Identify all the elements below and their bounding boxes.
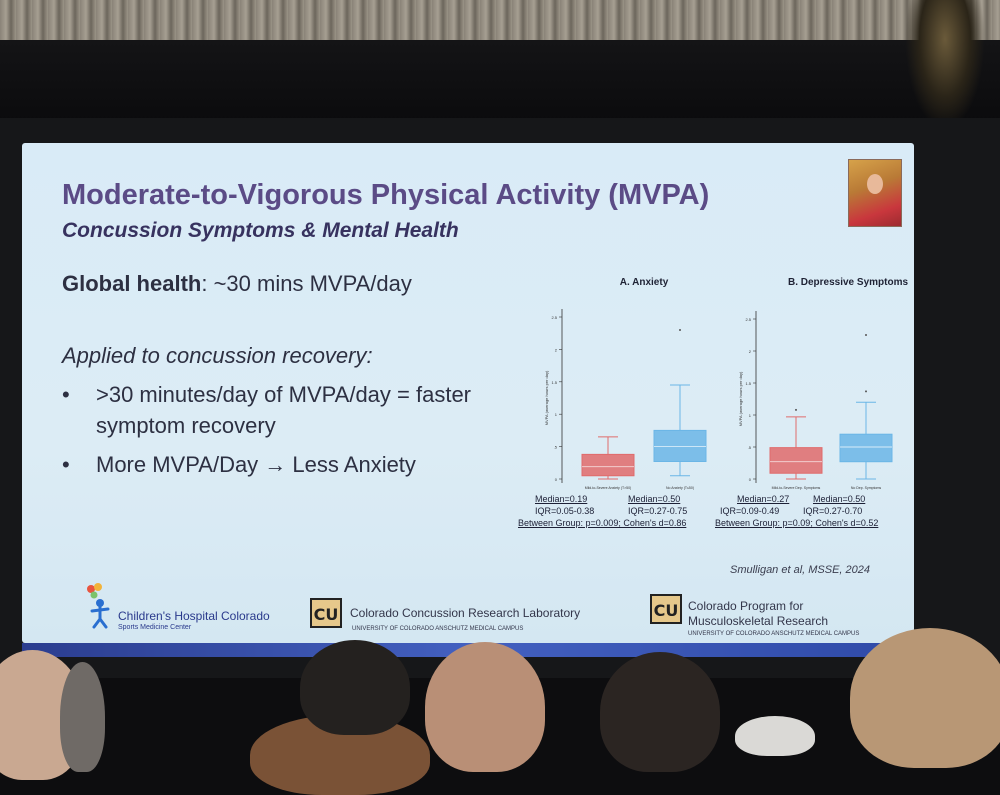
speaker-photo [848,159,902,227]
chart-a-median-2: Median=0.50 [628,494,681,504]
audience-head [850,628,1000,768]
chart-b-outlier-point [865,334,867,336]
audience-laptop [735,716,815,756]
audience-head [600,652,720,772]
chart-b-box [840,434,892,462]
audience-head [60,662,105,772]
global-health-value: : ~30 mins MVPA/day [201,271,412,296]
chc-subtitle: Sports Medicine Center [118,624,192,631]
global-health-line [62,271,412,297]
audience [0,630,1000,750]
chart-a-y-tick-label: 0 [554,477,557,482]
bullet-item: • More MVPA/Day → Less Anxiety [62,449,476,480]
lab2-name-line2: Musculoskeletal Research [688,614,829,628]
chart-b-category-label: Mild-to-Severe Dep. Symptoms [771,486,821,490]
bullet-text: More MVPA/Day → Less Anxiety [96,452,416,477]
chart-a-y-tick-label: 2.5 [551,315,557,320]
chart-b-y-tick-label: 0 [748,477,751,482]
bullet-text: >30 minutes/day of MVPA/day = faster symptom recovery [96,382,472,438]
chart-a-y-tick-label: 1.5 [551,379,557,385]
chart-a-outlier-point [679,329,681,331]
boxplot-figure [510,269,910,539]
lab1-name: Colorado Concussion Research Laboratory [350,606,581,620]
chart-a-median-1: Median=0.19 [535,494,588,504]
chart-a-y-label: MVPA (average hours per day) [544,370,549,426]
chart-a-box [582,454,634,475]
applied-heading: Applied to concussion recovery: [62,343,373,368]
chart-b-comparison: Between Group: p=0.09; Cohen's d=0.52 [715,518,879,528]
chart-b-y-tick-label: 1.5 [745,381,751,386]
chart-b-y-tick-label: 1 [748,413,751,418]
chart-b-title: B. Depressive Symptoms [787,277,909,288]
chart-b-category-label: No Dep. Symptoms [850,486,882,490]
chart-b-y-label: MVPA (average hours per day) [738,371,743,427]
global-health-label: Global health [62,271,202,296]
chart-b-outlier-point [795,409,797,411]
chart-b-y-tick-label: .5 [747,445,751,450]
chart-a-title: A. Anxiety [619,277,669,288]
chart-a-iqr-1: IQR=0.05-0.38 [535,506,595,516]
chart-a-category-label: Mild-to-Severe Anxiety (T>50) [584,486,632,490]
chart-b-iqr-2: IQR=0.27-0.70 [803,506,863,516]
chart-b-median-1: Median=0.27 [737,494,790,504]
chart-a-comparison: Between Group: p=0.009; Cohen's d=0.86 [518,518,687,528]
citation: Smulligan et al, MSSE, 2024 [730,564,871,576]
presentation-slide [22,143,914,643]
chart-b-median-2: Median=0.50 [813,494,866,504]
bullet-item: • >30 minutes/day of MVPA/day = faster symptom recovery [62,379,476,441]
chart-b-outlier-point [865,390,867,392]
room-wall [0,40,1000,130]
lab2-subtitle: UNIVERSITY OF COLORADO ANSCHUTZ MEDICAL CAMPUS [688,631,860,637]
childrens-hospital-logo [84,583,284,633]
audience-head [425,642,545,772]
chart-a-y-tick-label: 1 [554,412,557,418]
chart-b-y-tick-label: 2.5 [745,317,751,322]
slide-title: Moderate-to-Vigorous Physical Activity (MVPA) [62,179,710,211]
audience-head [300,640,410,735]
slide-subtitle: Concussion Symptoms & Mental Health [62,219,459,242]
chart-b-y-tick-label: 2 [748,349,751,354]
chc-name: Children's Hospital Colorado [118,609,270,623]
chandelier [905,0,985,130]
chart-a-y-tick-label: .5 [553,444,557,450]
chart-a-box [654,430,706,461]
chart-b-iqr-1: IQR=0.09-0.49 [720,506,780,516]
lab1-subtitle: UNIVERSITY OF COLORADO ANSCHUTZ MEDICAL CAMPUS [352,626,524,632]
chart-a-y-tick-label: 2 [554,347,557,353]
chart-a-category-label: No Anxiety (T≤50) [666,486,694,490]
cu-logo-icon: CU [650,594,682,624]
lab2-name-line1: Colorado Program for [688,599,804,613]
chart-a-iqr-2: IQR=0.27-0.75 [628,506,688,516]
room-curtain [0,0,1000,40]
cu-logo-icon: CU [310,598,342,628]
bullet-list [62,379,476,488]
chart-b-box [770,448,822,474]
kid-balloon-icon [84,583,114,629]
